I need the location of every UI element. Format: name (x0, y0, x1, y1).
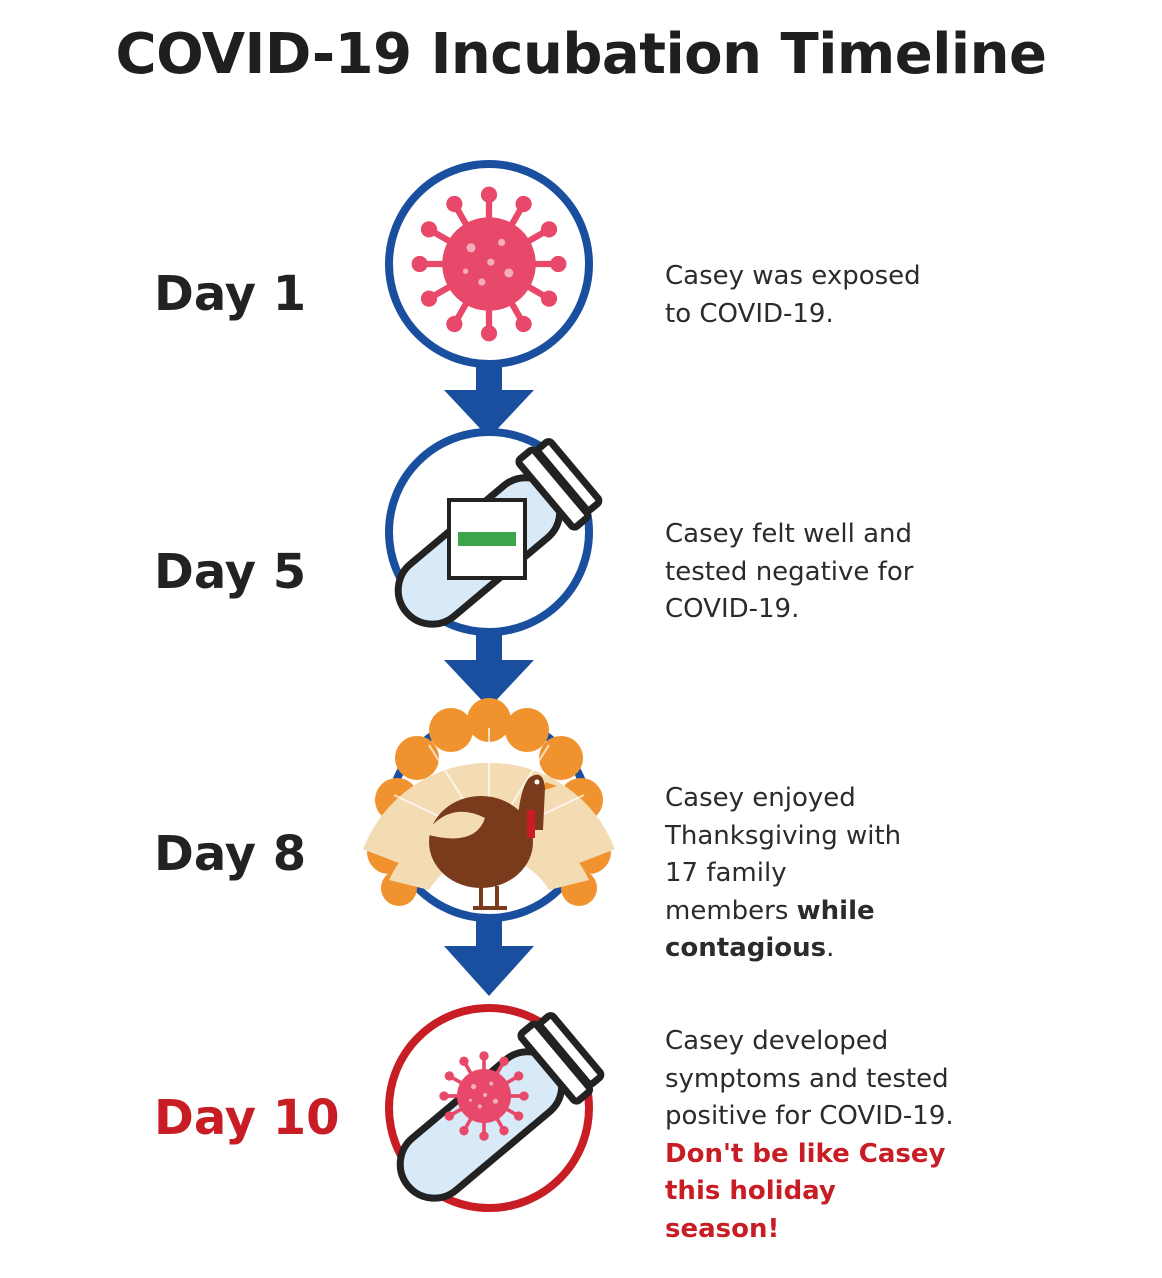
step-description: Casey was exposed to COVID-19. (665, 261, 921, 329)
day-label: Day 10 (154, 1090, 340, 1146)
step-description (665, 1023, 955, 1248)
day-label: Day 1 (154, 266, 307, 322)
step-text-end: . (826, 933, 835, 963)
day-label: Day 5 (154, 544, 307, 600)
step-text: Casey enjoyed Thanksgiving with 17 family members (665, 783, 902, 926)
step-description (665, 780, 915, 968)
arrow-icon (444, 358, 534, 438)
warning-text: this holiday season! (665, 1176, 836, 1244)
warning-text: Don't be like Casey (665, 1138, 946, 1169)
page-title: COVID-19 Incubation Timeline (115, 22, 1047, 87)
day-label: Day 8 (154, 826, 307, 882)
step-description: Casey felt well and tested negative for COVID-19. (665, 519, 914, 624)
emphasis-text: while contagious (665, 895, 875, 963)
positive-test-tube-icon (380, 1008, 605, 1220)
negative-test-tube-icon (378, 432, 603, 646)
arrow-icon (444, 914, 534, 996)
virus-icon (389, 164, 589, 364)
turkey-icon (367, 698, 611, 918)
arrow-icon (444, 628, 534, 708)
step-text: Casey developed symptoms and tested positive for COVID-19. (665, 1026, 954, 1131)
